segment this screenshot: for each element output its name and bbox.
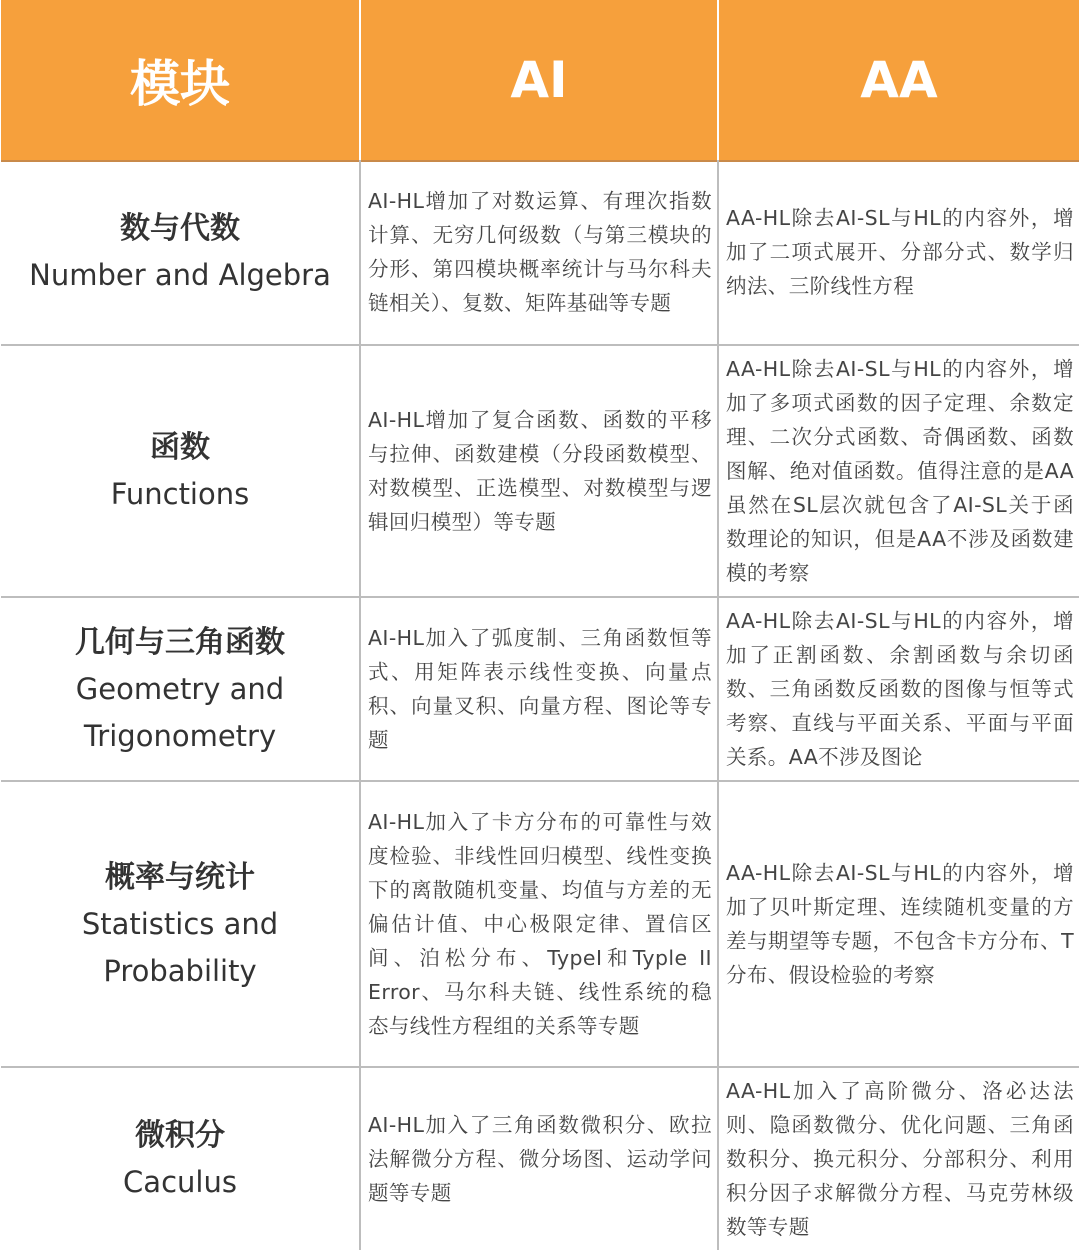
table-row [1,598,1079,782]
ai-description: AI-HL增加了复合函数、函数的平移与拉伸、函数建模（分段函数模型、对数模型、正选模型、对数模型与逻辑回归模型）等专题 [368,408,712,534]
module-name-en: Functions [110,477,250,511]
aa-cell [717,598,1079,780]
module-cell [1,160,359,344]
table-header [1,0,1079,162]
module-name-en: Caculus [123,1165,237,1199]
aa-description: AA-HL除去AI-SL与HL的内容外，增加了二项式展开、分部分式、数学归纳法、三阶线性方程 [726,206,1074,298]
module-name-zh: 几何与三角函数 [75,624,285,660]
aa-cell [717,346,1079,596]
table-row [1,160,1079,346]
aa-description: AA-HL除去AI-SL与HL的内容外，增加了正割函数、余割函数与余切函数、三角函数反函数的图像与恒等式考察、直线与平面关系、平面与平面关系。AA不涉及图论 [726,609,1074,769]
aa-cell [717,1068,1079,1250]
ai-description: AI-HL加入了三角函数微积分、欧拉法解微分方程、微分场图、运动学问题等专题 [368,1113,712,1205]
module-name-en: Geometry and Trigonometry [75,671,285,753]
ai-description: AI-HL加入了卡方分布的可靠性与效度检验、非线性回归模型、线性变换下的离散随机变量、均值与方差的无偏估计值、中心极限定律、置信区间、泊松分布、TypeI和Typle II Error、马尔科夫链、线性系统的稳态与线性方程组的关系等专题 [368,810,712,1038]
ai-cell [359,1068,717,1250]
module-cell [1,346,359,596]
module-cell [1,782,359,1066]
ai-cell [359,160,717,344]
module-name-zh: 概率与统计 [105,859,255,895]
ai-cell [359,346,717,596]
aa-description: AA-HL除去AI-SL与HL的内容外，增加了多项式函数的因子定理、余数定理、二次分式函数、奇偶函数、函数图解、绝对值函数。值得注意的是AA虽然在SL层次就包含了AI-SL关于函数理论的知识，但是AA不涉及函数建模的考察 [726,357,1074,585]
table-row [1,1068,1079,1250]
module-name-zh: 微积分 [135,1118,225,1153]
ai-description: AI-HL增加了对数运算、有理次指数计算、无穷几何级数（与第三模块的分形、第四模块概率统计与马尔科夫链相关）、复数、矩阵基础等专题 [368,189,712,315]
ai-description: AI-HL加入了弧度制、三角函数恒等式、用矩阵表示线性变换、向量点积、向量叉积、向量方程、图论等专题 [368,626,712,752]
table-row [1,782,1079,1068]
module-cell [1,598,359,780]
module-name-en: Number and Algebra [29,258,331,292]
aa-description: AA-HL加入了高阶微分、洛必达法则、隐函数微分、优化问题、三角函数积分、换元积分、分部积分、利用积分因子求解微分方程、马克劳林级数等专题 [726,1079,1074,1239]
header-aa: AA [717,0,1079,160]
aa-cell [717,782,1079,1066]
module-name-zh: 函数 [150,430,210,465]
module-name-en: Statistics and Probability [81,906,279,988]
comparison-table [1,0,1079,1250]
aa-description: AA-HL除去AI-SL与HL的内容外，增加了贝叶斯定理、连续随机变量的方差与期望等专题，不包含卡方分布、T分布、假设检验的考察 [726,861,1074,987]
table-row [1,346,1079,598]
ai-cell [359,782,717,1066]
ai-cell [359,598,717,780]
module-name-zh: 数与代数 [120,211,240,246]
header-module: 模块 [130,55,230,113]
header-ai: AI [359,0,717,160]
aa-cell [717,160,1079,344]
module-cell [1,1068,359,1250]
